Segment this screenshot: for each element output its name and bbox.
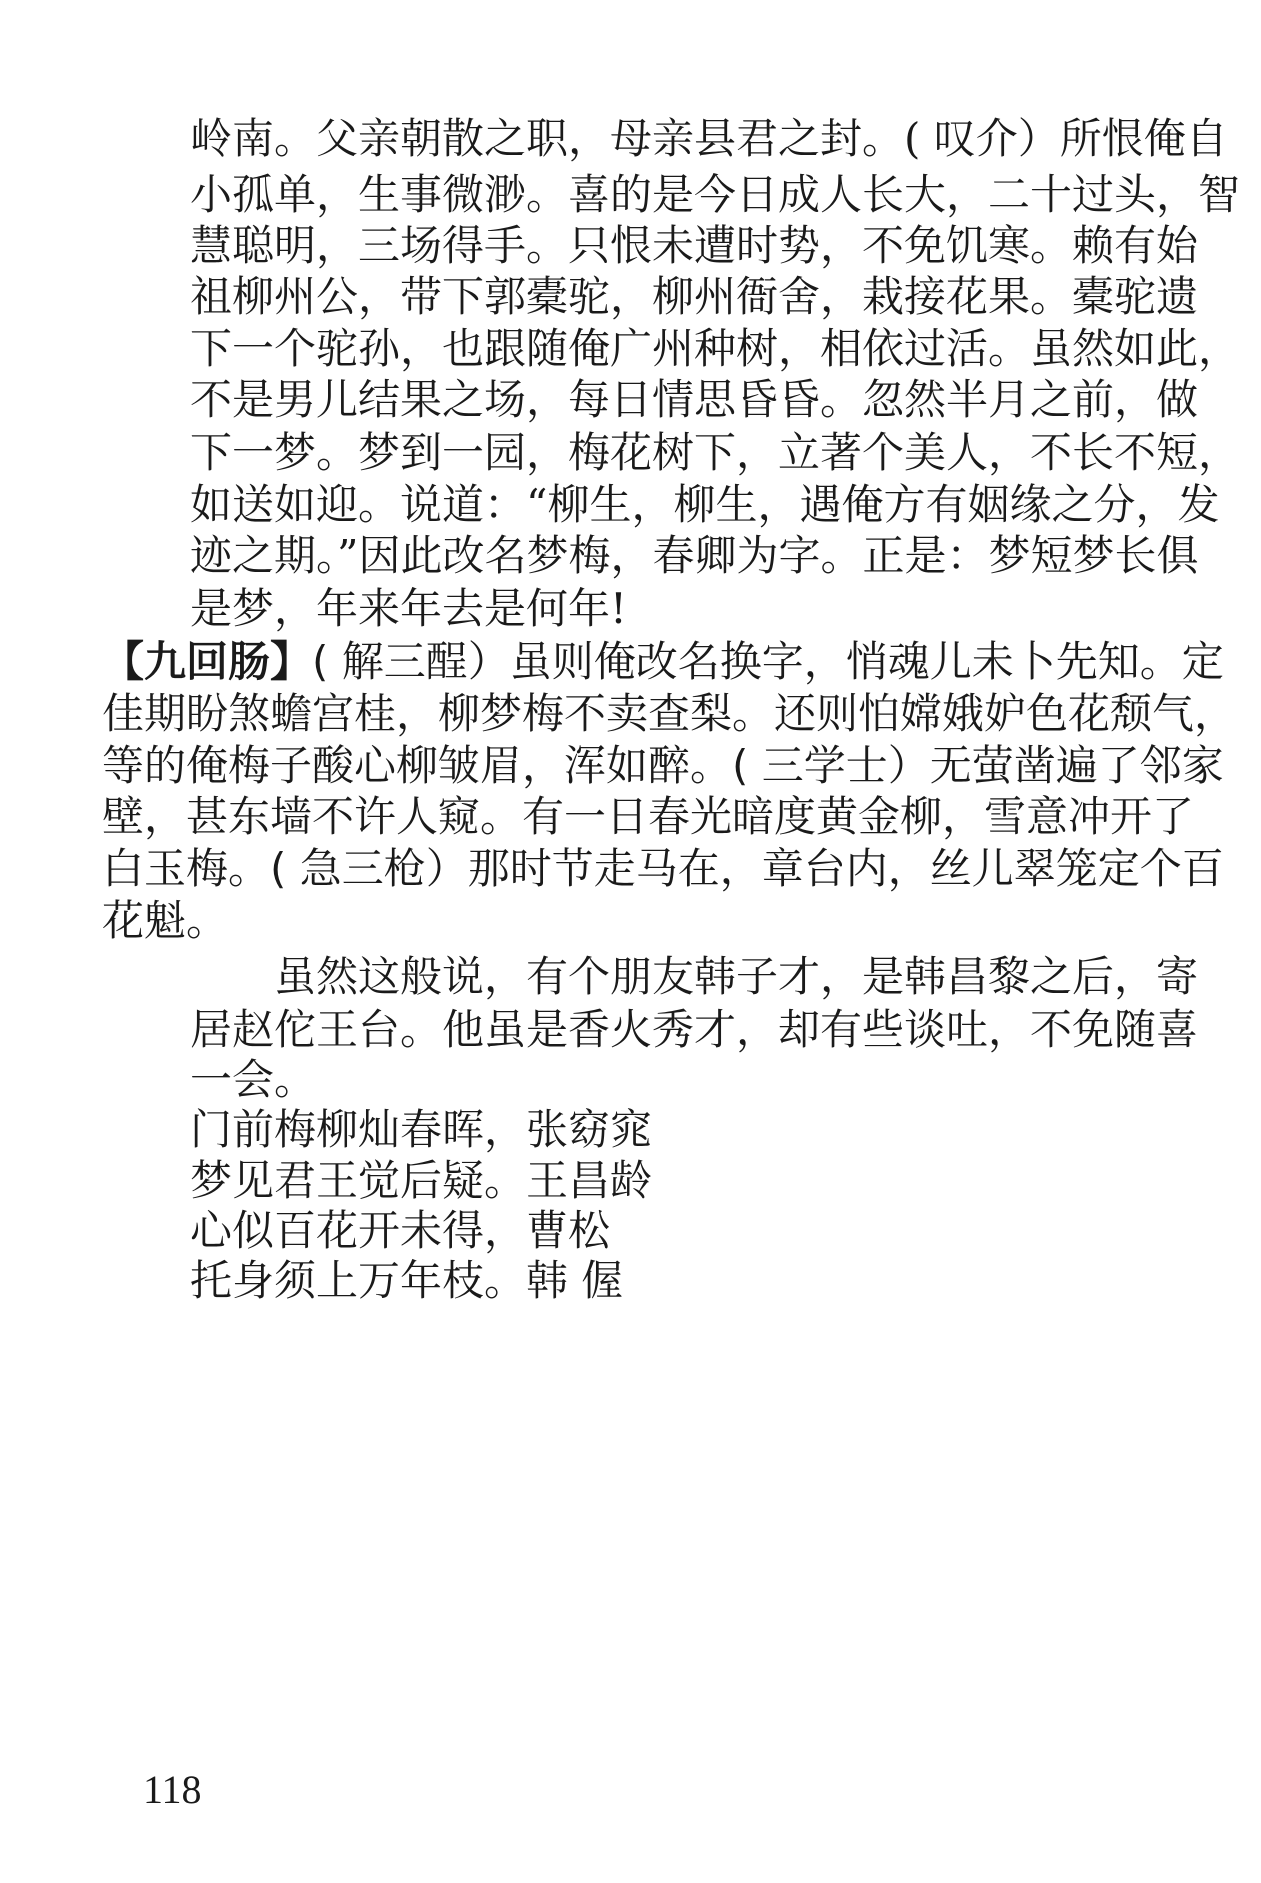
text-line: 白玉梅。( 急三枪）那时节走马在，章台内，丝儿翠笼定个百 — [102, 844, 1224, 893]
text-line: 是梦，年来年去是何年! — [190, 584, 627, 633]
text-line: 下一个驼孙，也跟随俺广州种树，相依过活。虽然如此， — [190, 324, 1241, 373]
poem-line: 门前梅柳灿春晖，张窈窕 — [190, 1105, 653, 1154]
text-line: 迹之期。”因此改名梦梅，春卿为字。正是：梦短梦长俱 — [190, 531, 1199, 580]
text-line: 小孤单，生事微渺。喜的是今日成人长大，二十过头，智 — [190, 170, 1241, 219]
text-line: 下一梦。梦到一园，梅花树下，立著个美人，不长不短， — [190, 428, 1241, 477]
page-number: 118 — [143, 1767, 202, 1812]
text-line: 等的俺梅子酸心柳皱眉，浑如醉。( 三学士）无萤凿遍了邻家 — [102, 741, 1224, 790]
text-line: 居赵佗王台。他虽是香火秀才，却有些谈吐，不免随喜 — [190, 1005, 1199, 1054]
text-line: 岭南。父亲朝散之职，母亲县君之封。( 叹介）所恨俺自 — [190, 114, 1228, 163]
text-line: 虽然这般说，有个朋友韩子才，是韩昌黎之后，寄 — [190, 952, 1199, 1001]
text-line: 花魁。 — [102, 896, 229, 945]
aria-title: 【九回肠】 — [102, 637, 313, 686]
text-line: 祖柳州公，带下郭橐驼，柳州衙舍，栽接花果。橐驼遗 — [190, 272, 1199, 321]
text-line: 不是男儿结果之场，每日情思昏昏。忽然半月之前，做 — [190, 375, 1199, 424]
text-line: 佳期盼煞蟾宫桂，柳梦梅不卖查梨。还则怕嫦娥妒色花颓气， — [102, 689, 1237, 738]
text-line: 一会。 — [190, 1055, 317, 1104]
poem-line: 梦见君王觉后疑。王昌龄 — [190, 1156, 653, 1205]
poem-line: 托身须上万年枝。韩 偓 — [190, 1256, 624, 1305]
text-line: 壁，甚东墙不许人窥。有一日春光暗度黄金柳，雪意冲开了 — [102, 792, 1195, 841]
text-line: 如送如迎。说道：“柳生，柳生，遇俺方有姻缘之分，发 — [190, 480, 1220, 529]
text-line: 慧聪明，三场得手。只恨未遭时势，不免饥寒。赖有始 — [190, 221, 1199, 270]
aria-first-line-text: ( 解三酲）虽则俺改名换字，悄魂儿未卜先知。定 — [312, 637, 1224, 686]
poem-line: 心似百花开未得，曹松 — [190, 1206, 611, 1255]
